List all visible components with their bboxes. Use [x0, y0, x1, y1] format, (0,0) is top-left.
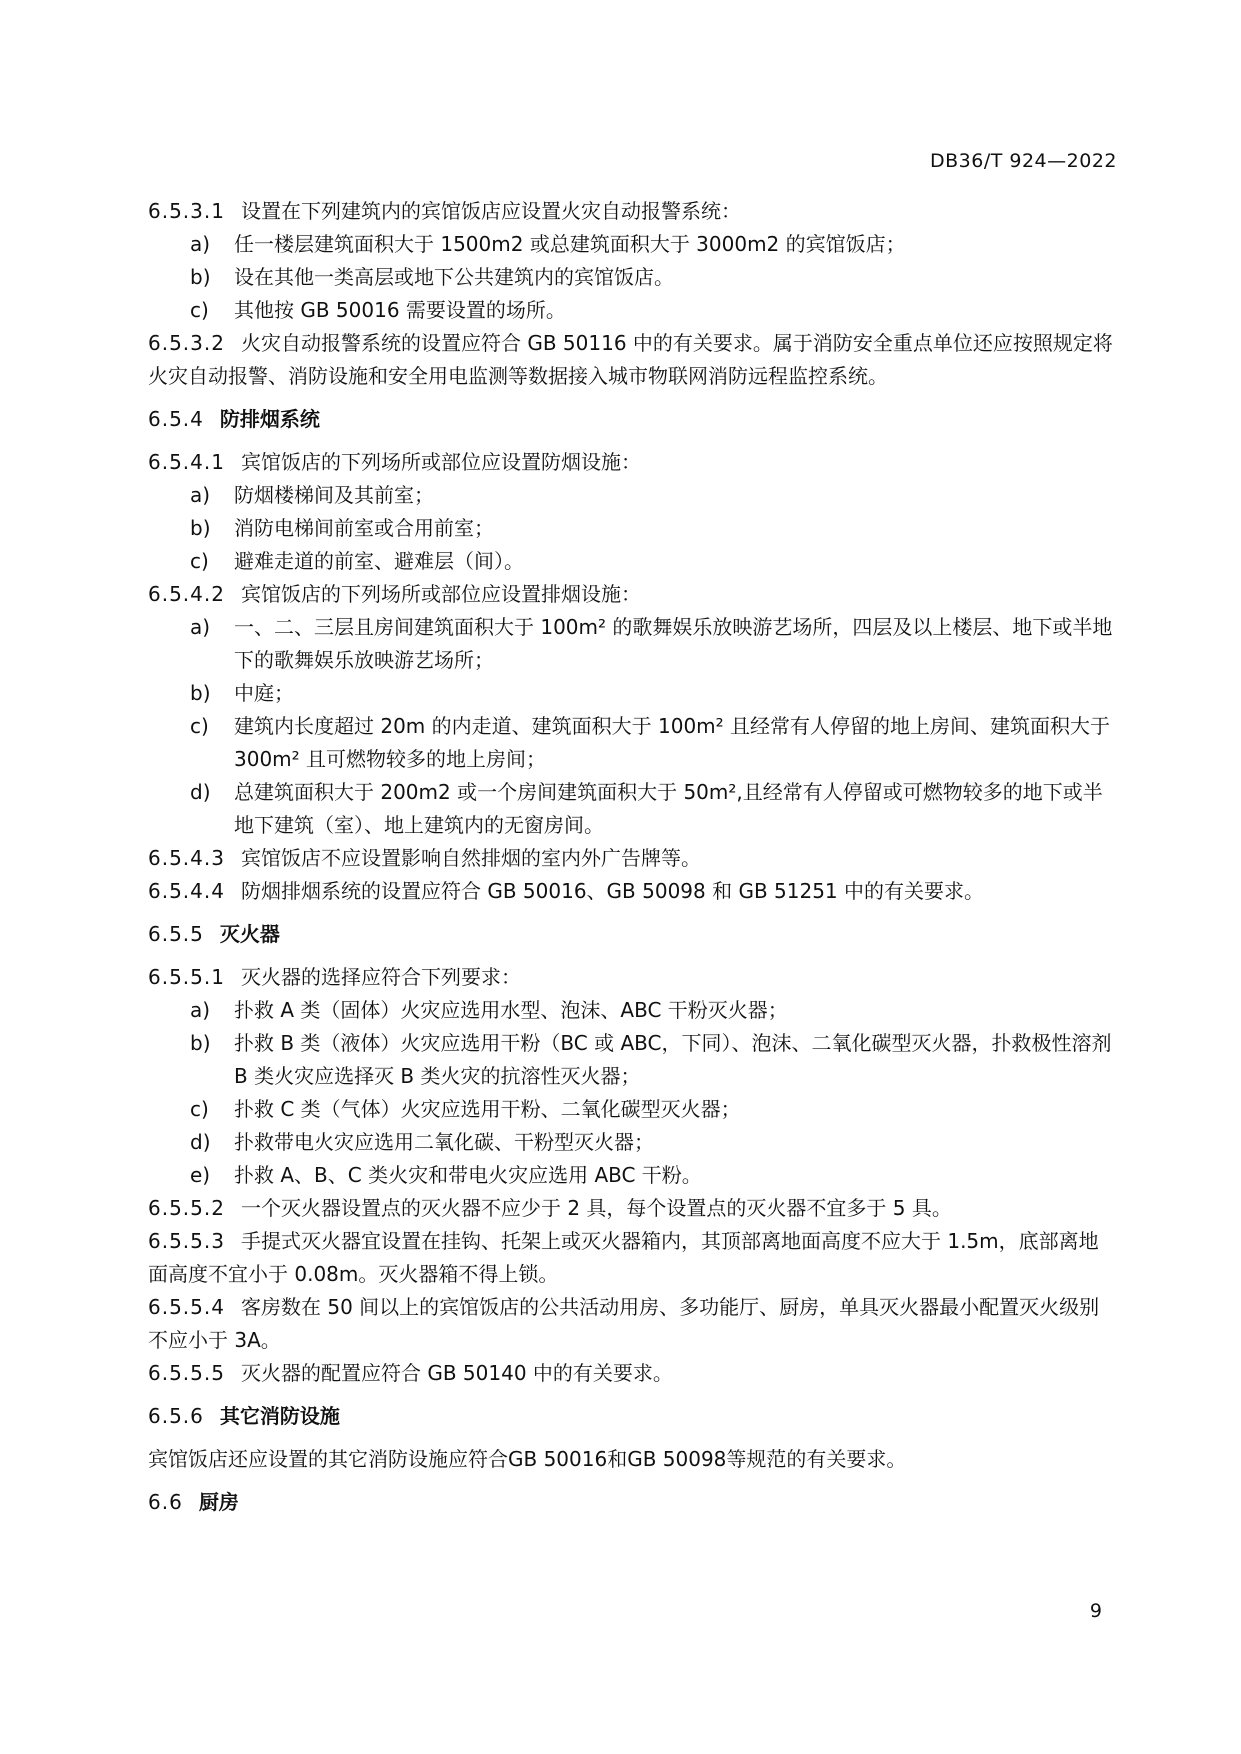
clause-number: 6.5.4.4: [148, 879, 225, 903]
list-item-text: 设在其他一类高层或地下公共建筑内的宾馆饭店。: [234, 265, 674, 289]
clause-text: 宾馆饭店的下列场所或部位应设置防烟设施：: [240, 450, 641, 474]
list-item-label: e): [190, 1163, 211, 1187]
clause-6-5-5-3: [148, 1225, 1118, 1291]
section-heading-6-6: [148, 1486, 1118, 1519]
list-item: [148, 512, 1118, 545]
clause-6-5-5-4: [148, 1291, 1118, 1357]
clause-text: 灭火器的配置应符合 GB 50140 中的有关要求。: [240, 1361, 673, 1385]
clause-6-5-5-2: [148, 1192, 1118, 1225]
list-item: [148, 710, 1118, 776]
clause-number: 6.5.4.1: [148, 450, 225, 474]
section-number: 6.5.5: [148, 922, 204, 946]
clause-text: 防烟排烟系统的设置应符合 GB 50016、GB 50098 和 GB 51251 中的有关要求。: [240, 879, 985, 903]
list-item: [148, 261, 1118, 294]
clause-text: 设置在下列建筑内的宾馆饭店应设置火灾自动报警系统：: [240, 199, 741, 223]
clause-number: 6.5.3.2: [148, 331, 225, 355]
clause-text: 一个灭火器设置点的灭火器不应少于 2 具，每个设置点的灭火器不宜多于 5 具。: [240, 1196, 952, 1220]
paragraph-text: 宾馆饭店还应设置的其它消防设施应符合GB 50016和GB 50098等规范的有关要求。: [148, 1447, 907, 1471]
list-item-text: 扑救 B 类（液体）火灾应选用干粉（BC 或 ABC，下同）、泡沫、二氧化碳型灭火器，扑救极性溶剂 B 类火灾应选择灭 B 类火灾的抗溶性灭火器；: [234, 1031, 1112, 1088]
list-item-label: a): [190, 998, 211, 1022]
clause-text: 火灾自动报警系统的设置应符合 GB 50116 中的有关要求。属于消防安全重点单位还应按照规定将火灾自动报警、消防设施和安全用电监测等数据接入城市物联网消防远程监控系统。: [148, 331, 1113, 388]
list-item-label: b): [190, 681, 211, 705]
document-code: DB36/T 924—2022: [929, 150, 1117, 172]
clause-number: 6.5.5.4: [148, 1295, 225, 1319]
list-item-label: a): [190, 483, 211, 507]
clause-6-5-4-4: [148, 875, 1118, 908]
list-item-text: 扑救 A、B、C 类火灾和带电火灾应选用 ABC 干粉。: [234, 1163, 702, 1187]
list-item: [148, 228, 1118, 261]
list-item: [148, 1159, 1118, 1192]
section-number: 6.6: [148, 1490, 183, 1514]
list-item-label: c): [190, 298, 209, 322]
clause-6-5-4-3: [148, 842, 1118, 875]
section-heading-6-5-6: [148, 1400, 1118, 1433]
clause-text: 宾馆饭店不应设置影响自然排烟的室内外广告牌等。: [240, 846, 701, 870]
section-title: 灭火器: [219, 922, 280, 946]
section-number: 6.5.4: [148, 407, 204, 431]
list-item-label: b): [190, 1031, 211, 1055]
clause-number: 6.5.4.3: [148, 846, 225, 870]
list-item-label: c): [190, 714, 209, 738]
list-item-text: 建筑内长度超过 20m 的内走道、建筑面积大于 100m² 且经常有人停留的地上房间、建筑面积大于 300m² 且可燃物较多的地上房间；: [234, 714, 1111, 771]
list-item: [148, 677, 1118, 710]
clause-6-5-4-2: [148, 578, 1118, 611]
clause-number: 6.5.5.5: [148, 1361, 225, 1385]
list-item-label: c): [190, 549, 209, 573]
section-heading-6-5-4: [148, 403, 1118, 436]
list-item-text: 任一楼层建筑面积大于 1500m2 或总建筑面积大于 3000m2 的宾馆饭店；: [234, 232, 906, 256]
section-title: 防排烟系统: [219, 407, 320, 431]
clause-number: 6.5.4.2: [148, 582, 225, 606]
section-title: 其它消防设施: [219, 1404, 340, 1428]
list-item: [148, 994, 1118, 1027]
list-item: [148, 1126, 1118, 1159]
list-item-label: b): [190, 516, 211, 540]
list-item-label: a): [190, 615, 211, 639]
clause-text: 手提式灭火器宜设置在挂钩、托架上或灭火器箱内，其顶部离地面高度不应大于 1.5m，底部离地面高度不宜小于 0.08m。灭火器箱不得上锁。: [148, 1229, 1099, 1286]
list-item-text: 扑救带电火灾应选用二氧化碳、干粉型灭火器；: [234, 1130, 654, 1154]
list-item: [148, 545, 1118, 578]
paragraph: [148, 1443, 1118, 1476]
clause-6-5-5-5: [148, 1357, 1118, 1390]
list-item-label: c): [190, 1097, 209, 1121]
clause-text: 宾馆饭店的下列场所或部位应设置排烟设施：: [240, 582, 641, 606]
list-item-text: 一、二、三层且房间建筑面积大于 100m² 的歌舞娱乐放映游艺场所，四层及以上楼层、地下或半地下的歌舞娱乐放映游艺场所；: [234, 615, 1113, 672]
list-item: [148, 611, 1118, 677]
list-item-text: 扑救 A 类（固体）火灾应选用水型、泡沫、ABC 干粉灭火器；: [234, 998, 788, 1022]
list-item-text: 扑救 C 类（气体）火灾应选用干粉、二氧化碳型灭火器；: [234, 1097, 741, 1121]
list-item-label: a): [190, 232, 211, 256]
list-item-text: 总建筑面积大于 200m2 或一个房间建筑面积大于 50m²,且经常有人停留或可燃物较多的地下或半地下建筑（室）、地上建筑内的无窗房间。: [234, 780, 1103, 837]
clause-6-5-3-2: [148, 327, 1118, 393]
list-item-text: 避难走道的前室、避难层（间）。: [234, 549, 524, 573]
clause-6-5-5-1: [148, 961, 1118, 994]
list-item: [148, 1093, 1118, 1126]
clause-6-5-3-1: [148, 195, 1118, 228]
list-item: [148, 479, 1118, 512]
clause-number: 6.5.5.3: [148, 1229, 225, 1253]
clause-number: 6.5.5.1: [148, 965, 225, 989]
list-item: [148, 776, 1118, 842]
list-item-label: d): [190, 780, 211, 804]
list-item-text: 中庭；: [234, 681, 294, 705]
clause-number: 6.5.5.2: [148, 1196, 225, 1220]
clause-text: 客房数在 50 间以上的宾馆饭店的公共活动用房、多功能厅、厨房，单具灭火器最小配置灭火级别不应小于 3A。: [148, 1295, 1100, 1352]
list-item: [148, 1027, 1118, 1093]
list-item-text: 防烟楼梯间及其前室；: [234, 483, 434, 507]
list-item-label: d): [190, 1130, 211, 1154]
clause-6-5-4-1: [148, 446, 1118, 479]
section-title: 厨房: [198, 1490, 239, 1514]
list-item-text: 消防电梯间前室或合用前室；: [234, 516, 494, 540]
list-item-text: 其他按 GB 50016 需要设置的场所。: [234, 298, 566, 322]
clause-number: 6.5.3.1: [148, 199, 225, 223]
section-number: 6.5.6: [148, 1404, 204, 1428]
page-number: 9: [1089, 1600, 1102, 1622]
section-heading-6-5-5: [148, 918, 1118, 951]
list-item-label: b): [190, 265, 211, 289]
clause-text: 灭火器的选择应符合下列要求：: [240, 965, 521, 989]
document-body: [148, 195, 1118, 1529]
list-item: [148, 294, 1118, 327]
